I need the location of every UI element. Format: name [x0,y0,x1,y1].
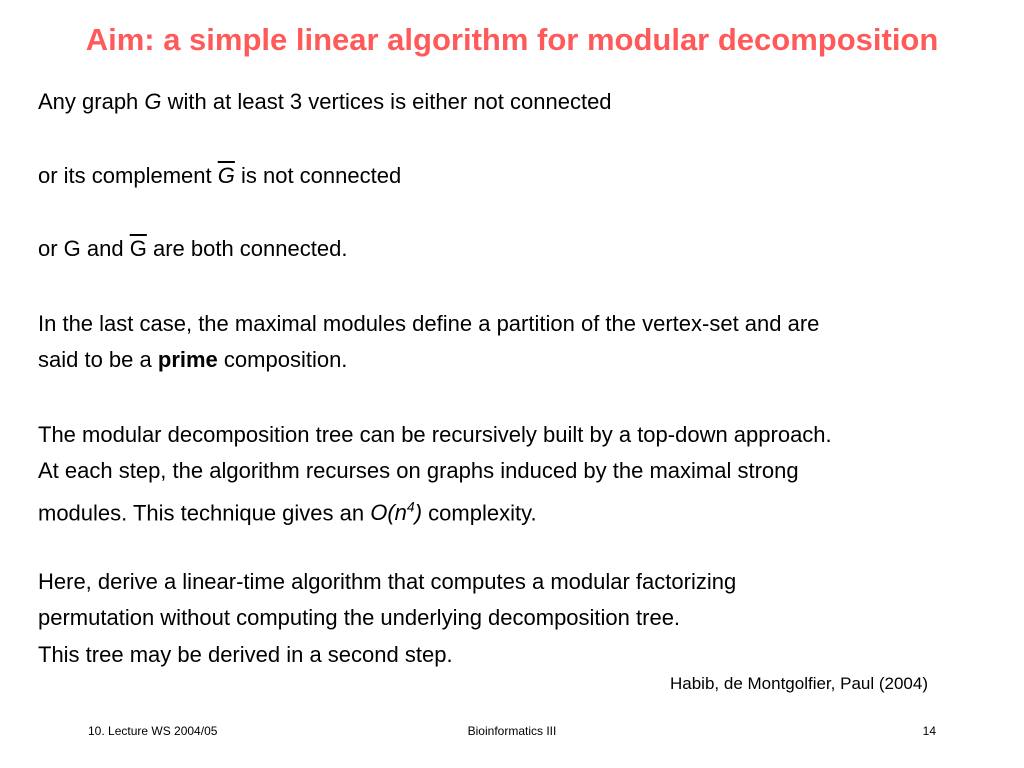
paragraph-linear-line2: permutation without computing the underlying decomposition tree. [38,605,681,630]
text-segment: or its complement [38,163,218,188]
text-segment: or G and [38,236,130,261]
text-segment: complexity. [422,500,537,526]
paragraph-linear-line1: Here, derive a linear-time algorithm that computes a modular factorizing [38,569,737,594]
text-segment: composition. [217,347,348,372]
paragraph-not-connected [38,88,612,116]
citation: Habib, de Montgolfier, Paul (2004) [670,674,928,693]
footer-page-number: 14 [922,724,936,738]
complexity-base: O(n [370,500,407,526]
text-segment: are both connected. [146,236,348,261]
paragraph-last-case-line2 [38,346,347,374]
text-segment: is not connected [234,163,402,188]
complement-symbol: $\overline{G}$ [217,163,235,188]
text-segment: Any graph [38,89,145,114]
complexity-close: ) [414,500,423,526]
text-segment: with at least 3 vertices is either not connected [161,89,612,114]
complexity-term [370,500,422,525]
complexity-exponent: 4 [406,499,415,515]
footer-course: Bioinformatics III [467,724,557,738]
paragraph-tree-line3 [38,493,537,527]
paragraph-tree-line1: The modular decomposition tree can be recursively built by a top-down approach. [38,422,832,447]
footer-lecture: 10. Lecture WS 2004/05 [88,724,218,738]
text-segment: said to be a [38,347,158,372]
paragraph-tree-line2: At each step, the algorithm recurses on graphs induced by the maximal strong [38,458,799,483]
prime-term: prime [157,347,218,372]
paragraph-linear-line3: This tree may be derived in a second step. [38,642,453,667]
text-segment: modules. This technique gives an [38,500,371,526]
slide-title: Aim: a simple linear algorithm for modular decomposition [85,22,939,57]
paragraph-last-case-line1: In the last case, the maximal modules define a partition of the vertex-set and are [38,311,820,336]
graph-symbol: G [144,89,162,114]
paragraph-complement [38,162,401,190]
complement-symbol: $\overline{G}$ [129,236,147,261]
paragraph-both-connected [38,235,347,263]
